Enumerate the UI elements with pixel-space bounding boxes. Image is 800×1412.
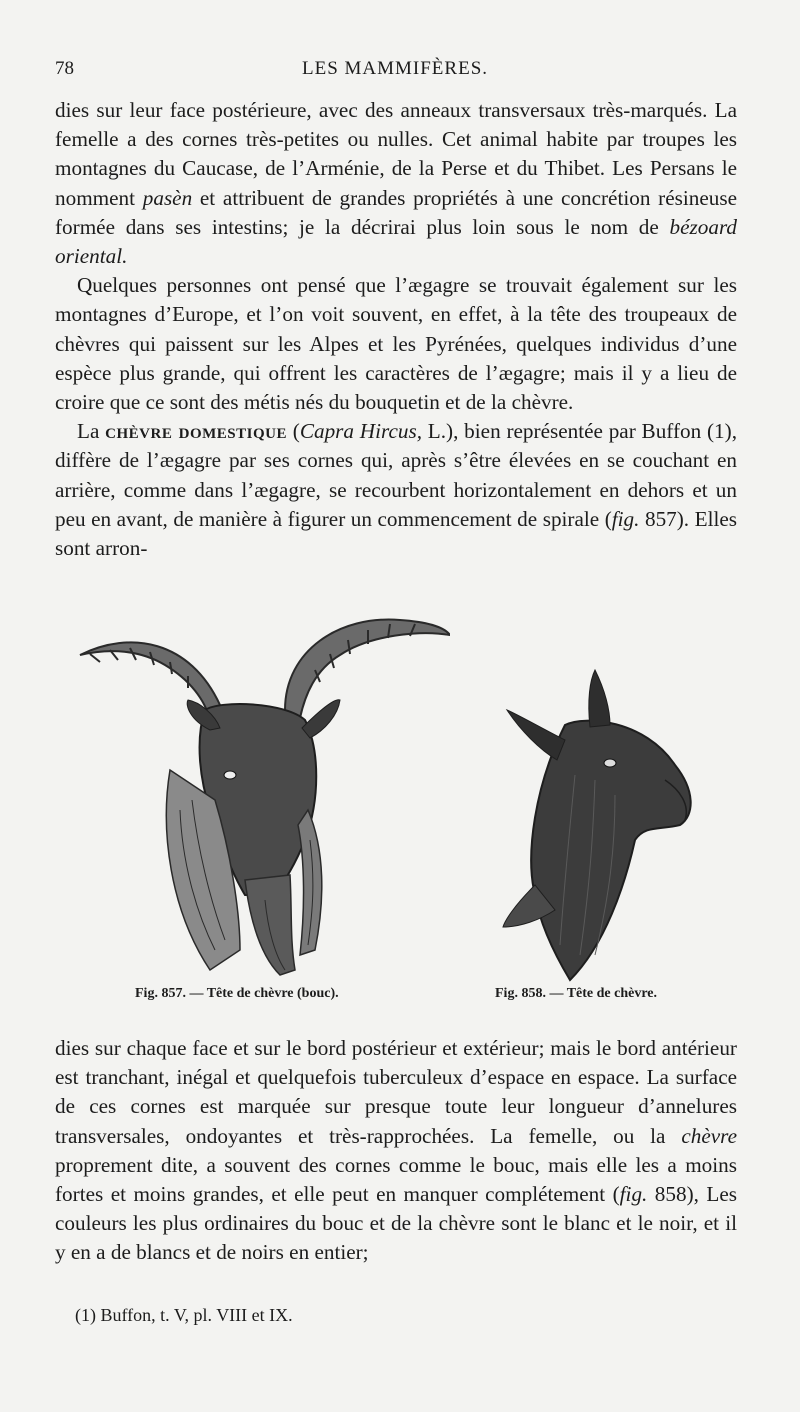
text-run: et attribuent de grandes propriétés à une concrétion résineuse formée dans ses intestins; je la décrirai plus loin sous le nom de [55, 185, 737, 239]
paragraph-2: Quelques personnes ont pensé que l’ægagre se trouvait également sur les montagnes d’Europe, et l’on voit souvent, en effet, à la tête des troupeaux de chèvres qui paissent sur les Alpes et les Pyrénées, quelques individus d’une espèce plus grande, qui offrent les caractères de l’ægagre; mais il y a lieu de croire que ce sont des métis nés du bouquetin et de la chèvre. [55, 273, 737, 415]
italic-run: bézoard oriental. [55, 214, 737, 269]
text-run: ( [286, 419, 300, 444]
italic-run: pasèn [142, 185, 193, 210]
text-run: L.), bien représentée par Buffon (1), diffère de l’ægagre par ses cornes qui, après s’être élevées en se couchant en arrière, comme dans l’ægagre, se recourbent horizontalement en dehors et un peu en avant, de manière à figurer un commencement de spirale ( [55, 419, 737, 531]
italic-run: Capra Hircus, [299, 419, 422, 444]
italic-run: fig. [611, 506, 640, 531]
top-text-block [55, 96, 737, 563]
goat-buck-illustration [70, 610, 450, 980]
goat-illustration [495, 665, 705, 985]
text-run: 858), Les couleurs les plus ordinaires du bouc et de la chèvre sont le blanc et le noir, et il y en a de blancs et de noirs en entier; [55, 1182, 737, 1265]
small-caps-run: chèvre domestique [105, 419, 287, 444]
running-title: LES MAMMIFÈRES. [301, 58, 489, 79]
paragraph-1 [55, 96, 737, 271]
paragraph-3 [55, 417, 737, 563]
page-number: 78 [55, 58, 74, 79]
figure-857-caption: Fig. 857. — Tête de chèvre (bouc). [135, 986, 339, 1001]
text-run: dies sur chaque face et sur le bord postérieur et extérieur; mais le bord antérieur est tranchant, inégal et quelquefois tuberculeux d’espace en espace. La surface de ces cornes est marquée sur presque toute leur longueur d’annelures transversales, ondoyantes et très-rapprochées. La femelle, ou la [55, 1036, 737, 1148]
figures-area [55, 600, 755, 1020]
text-run: proprement dite, a souvent des cornes comme le bouc, mais elle les a moins fortes et moins grandes, et elle peut en manquer complétement ( [55, 1152, 737, 1207]
figure-858-caption: Fig. 858. — Tête de chèvre. [495, 986, 658, 1001]
text-run: dies sur leur face postérieure, avec des anneaux transversaux très-marqués. La femelle a des cornes très-petites ou nulles. Cet animal habite par troupes les montagnes du Caucase, de l’Arménie, de la Perse et du Thibet. Les Persans le nomment [55, 98, 737, 210]
page-header [55, 58, 735, 88]
bottom-text-block [55, 1034, 737, 1268]
footnote: (1) Buffon, t. V, pl. VIII et IX. [75, 1305, 293, 1325]
paragraph-4 [55, 1034, 737, 1268]
text-run: La [77, 419, 106, 444]
text-run: 857). Elles sont arron- [55, 506, 738, 561]
italic-run: fig. [619, 1182, 648, 1207]
italic-run: chèvre [681, 1123, 737, 1148]
